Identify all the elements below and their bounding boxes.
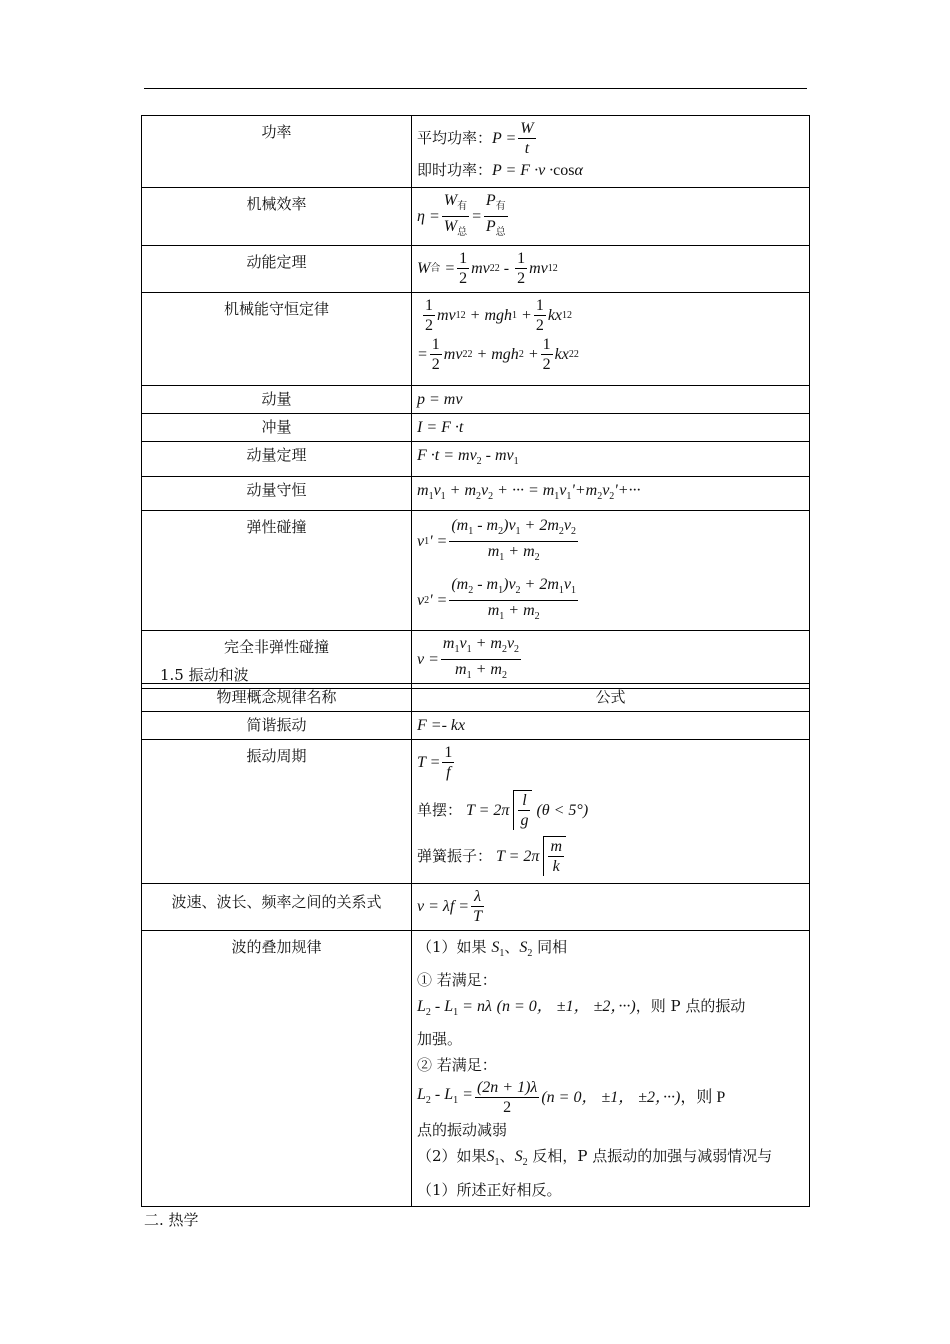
concept-name: 动量 [142,386,412,414]
concept-name: 动量守恒 [142,476,412,510]
table-row [142,246,810,293]
table-header-row [142,684,810,712]
table-row [142,740,810,884]
formula-cell: η = $W_有$ $W_总$ = $P_有$ $P_总$ [412,188,810,246]
concept-name: 波的叠加规律 [142,931,412,1207]
concept-name: 完全非弹性碰撞 [142,630,412,688]
table-row [142,510,810,630]
formula-cell: 1 2 mv 1 2 + mgh 1 + 1 2 kx 1 2 = 1 2 mv 2 2 + mgh 2 + 1 2 kx 2 2 [412,293,810,386]
concept-name: 简谐振动 [142,712,412,740]
formula-cell: T = 1 f 单摆： T = 2π $\frac{l}{g}$ (θ < 5°) 弹簧振子： T = 2π $\frac{m}{k}$ [412,740,810,884]
concept-name: 动能定理 [142,246,412,293]
table-row [142,931,810,1207]
mechanics-table [141,115,810,689]
header-rule [144,88,807,89]
formula-cell: $F \cdot t = mv_2 - mv_1$ [412,442,810,476]
column-header: 公式 [412,684,810,712]
table-row [142,884,810,931]
concept-name: 动量定理 [142,442,412,476]
section-heading: 二. 热学 [144,1211,199,1229]
concept-name: 冲量 [142,414,412,442]
formula-cell: 平均功率： P = $\frac{W}{t}$ 即时功率： P = F ·v ·cosα [412,116,810,188]
formula-cell: I = F ·t [412,414,810,442]
concept-name: 机械能守恒定律 [142,293,412,386]
concept-name: 振动周期 [142,740,412,884]
formula-cell: p = mv [412,386,810,414]
table-row [142,188,810,246]
column-header: 物理概念规律名称 [142,684,412,712]
formula-cell: v = λf = λ T [412,884,810,931]
formula-cell: v = $m_1v_1 + m_2v_2$ $m_1 + m_2$ [412,630,810,688]
table-row [142,116,810,188]
concept-name: 功率 [142,116,412,188]
section-heading: 1.5 振动和波 [160,666,249,684]
table-row [142,712,810,740]
table-row [142,414,810,442]
formula-cell: v 1 ' = $(m_1 - m_2)v_1 + 2m_2v_2$ $m_1 + m_2$ v 2 ' = $(m_2 - m_1)v_2 + 2m_1v_1$ $m_1 + m_2$ [412,510,810,630]
table-row [142,386,810,414]
table-row [142,442,810,476]
table-row [142,476,810,510]
vibration-table [141,683,810,1207]
formula-cell: F =- kx [412,712,810,740]
concept-name: 机械效率 [142,188,412,246]
table-row [142,293,810,386]
concept-name: 弹性碰撞 [142,510,412,630]
formula-cell: $m_1v_1 + m_2v_2$ + ··· = $m_1v_1'+m_2v_2'+\cdot\cdot\cdot$ [412,476,810,510]
formula-cell: （1）如果 $S_1$、$S_2$ 同相 ① 若满足： $L_2 - L_1 = n\lambda$ (n = 0， ±1， ±2，···)，则 P 点的振动 加强。 ② 若满足： $L_2 - L_1$ = $\frac{(2n + 1)\lambda}{2}$ (n = 0， ±1， ±2，···) ，则 P 点的振动减弱 （2）如果$S_1$、$S_2$ 反相，P 点振动的加强与减弱情况与 （1）所述正好相反。 [412,931,810,1207]
concept-name: 波速、波长、频率之间的关系式 [142,884,412,931]
formula-cell: W 合 = 1 2 mv 2 2 - 1 2 mv 1 2 [412,246,810,293]
